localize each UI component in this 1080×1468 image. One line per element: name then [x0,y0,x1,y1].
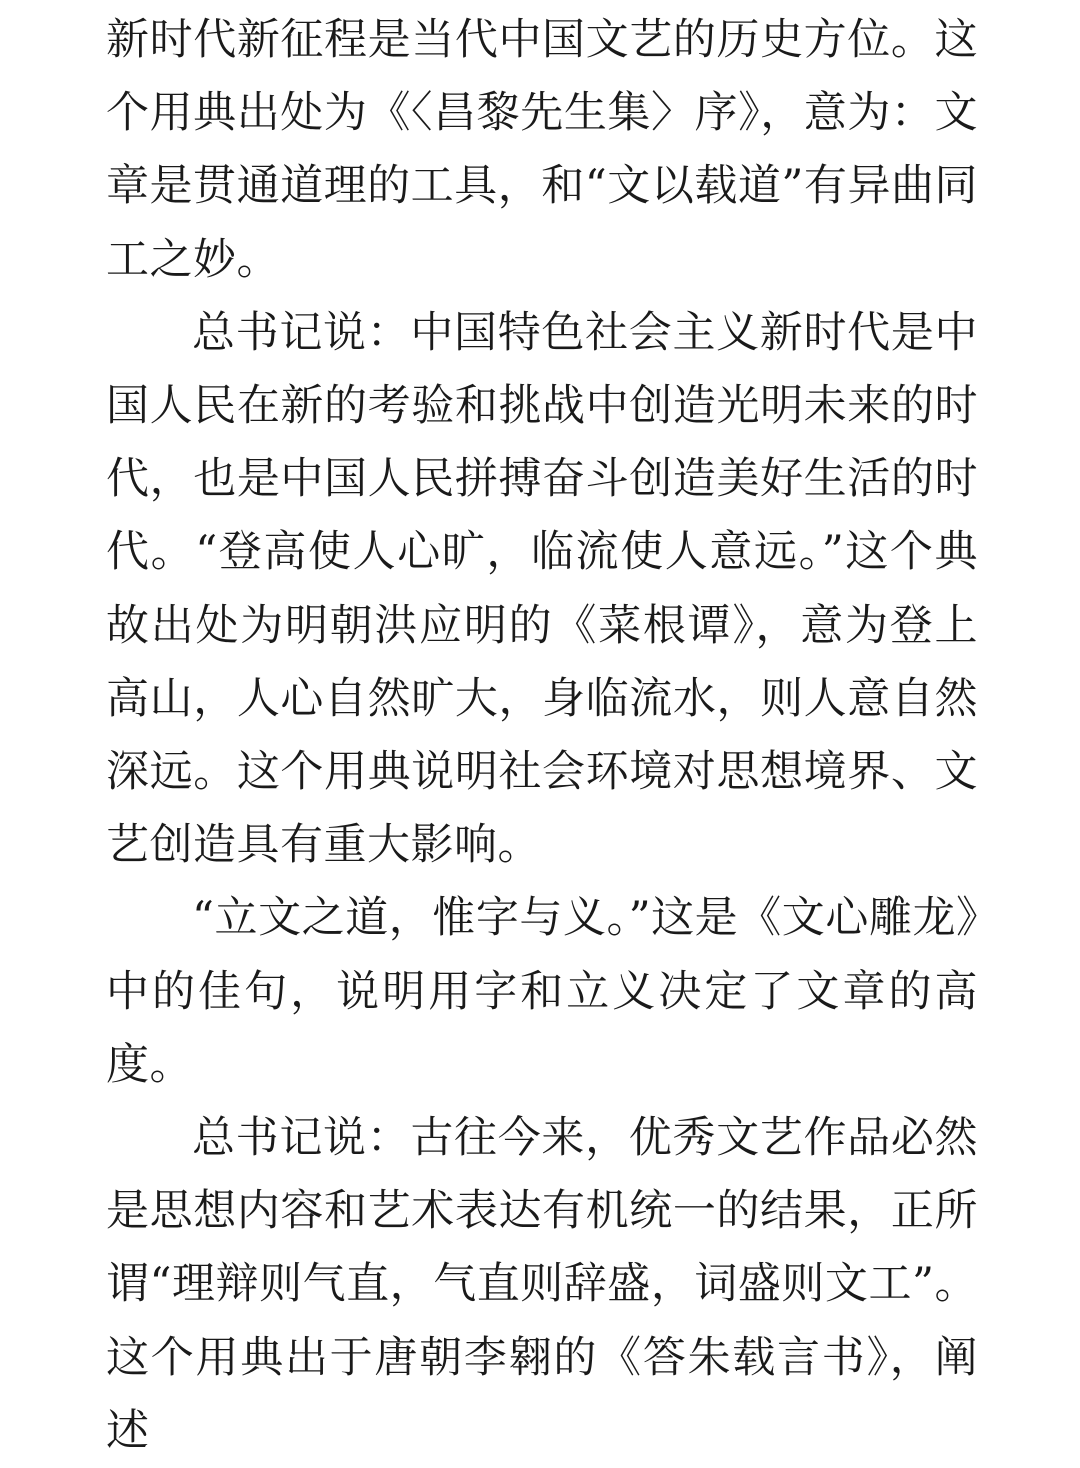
article-body [106,4,978,1468]
paragraph-2: 总书记说：中国特色社会主义新时代是中国人民在新的考验和挑战中创造光明未来的时代，也是中国人民拼搏奋斗创造美好生活的时代。“登高使人心旷，临流使人意远。”这个典故出处为明朝洪应明的《菜根谭》，意为登上高山，人心自然旷大，身临流水，则人意自然深远。这个用典说明社会环境对思想境界、文艺创造具有重大影响。 [106,307,978,871]
paragraph-1: 新时代新征程是当代中国文艺的历史方位。这个用典出处为《〈昌黎先生集〉序》，意为：文章是贯通道理的工具，和“文以载道”有异曲同工之妙。 [106,15,978,285]
paragraph-4: 总书记说：古往今来，优秀文艺作品必然是思想内容和艺术表达有机统一的结果，正所谓“理辩则气直，气直则辞盛，词盛则文工”。这个用典出于唐朝李翱的《答朱载言书》，阐述 [106,1113,978,1456]
paragraph-3: “立文之道，惟字与义。”这是《文心雕龙》中的佳句，说明用字和立义决定了文章的高度。 [106,893,978,1090]
